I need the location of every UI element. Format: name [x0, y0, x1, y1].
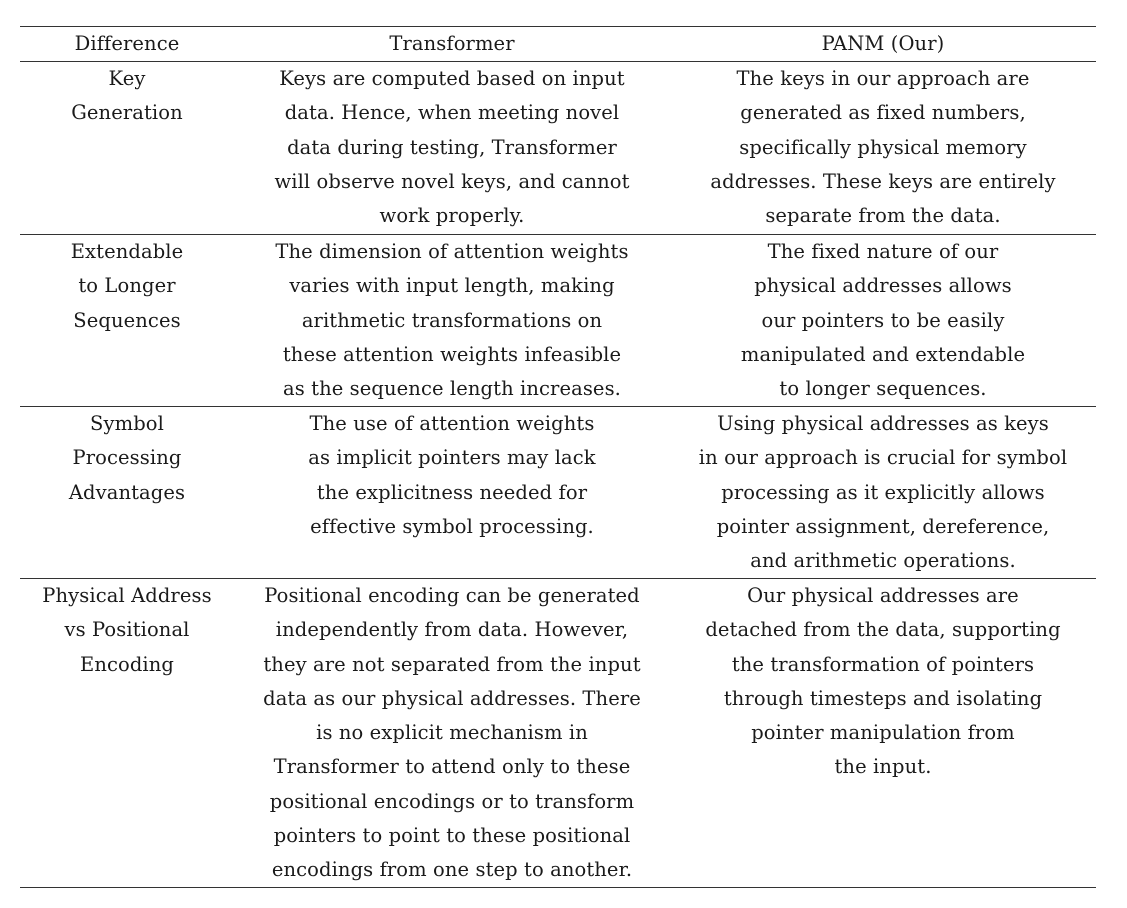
- panm-line: specifically physical memory: [739, 135, 1027, 159]
- panm-line: to longer sequences.: [779, 377, 987, 401]
- difference-line: Symbol: [90, 412, 164, 435]
- difference-line: Physical Address: [42, 584, 212, 607]
- transformer-line: Keys are computed based on input: [279, 67, 625, 90]
- panm-line: the input.: [834, 755, 932, 779]
- transformer-line: encodings from one step to another.: [271, 858, 633, 882]
- panm-line: addresses. These keys are entirely: [710, 169, 1056, 193]
- difference-line: to Longer: [78, 274, 176, 298]
- transformer-line: arithmetic transformations on: [301, 308, 603, 332]
- table-row-physical-address: [20, 578, 1096, 887]
- difference-cell: [20, 235, 234, 406]
- transformer-line: data. Hence, when meeting novel: [284, 101, 620, 125]
- panm-line: The keys in our approach are: [736, 67, 1030, 90]
- panm-cell: [670, 407, 1096, 578]
- transformer-line: effective symbol processing.: [310, 514, 594, 538]
- difference-line: Advantages: [68, 480, 186, 504]
- difference-line: Extendable: [70, 240, 184, 263]
- transformer-line: varies with input length, making: [289, 274, 615, 298]
- panm-line: pointer assignment, dereference,: [716, 514, 1050, 538]
- difference-line: Processing: [72, 446, 182, 470]
- panm-line: physical addresses allows: [754, 274, 1012, 298]
- transformer-line: Positional encoding can be generated: [264, 584, 640, 607]
- panm-cell: [670, 235, 1096, 406]
- panm-line: in our approach is crucial for symbol: [698, 446, 1068, 470]
- transformer-line: independently from data. However,: [275, 618, 629, 642]
- comparison-table: [20, 26, 1096, 888]
- header-panm: PANM (Our): [821, 32, 945, 55]
- panm-line: processing as it explicitly allows: [721, 480, 1045, 504]
- panm-line: manipulated and extendable: [740, 342, 1026, 366]
- transformer-line: pointers to point to these positional: [273, 824, 631, 848]
- difference-cell: [20, 579, 234, 887]
- transformer-line: as the sequence length increases.: [283, 377, 621, 401]
- transformer-line: The dimension of attention weights: [275, 240, 629, 263]
- panm-cell: [670, 62, 1096, 234]
- panm-line: the transformation of pointers: [731, 652, 1035, 676]
- transformer-line: will observe novel keys, and cannot: [274, 169, 630, 193]
- table-row-symbol-processing: [20, 406, 1096, 578]
- panm-line: and arithmetic operations.: [750, 549, 1016, 573]
- transformer-line: data during testing, Transformer: [287, 135, 617, 159]
- panm-cell: [670, 579, 1096, 887]
- difference-line: Sequences: [73, 308, 181, 332]
- panm-line: Using physical addresses as keys: [717, 412, 1049, 435]
- panm-line: The fixed nature of our: [767, 240, 999, 263]
- table-header-row: [20, 27, 1096, 62]
- panm-line: detached from the data, supporting: [705, 618, 1061, 642]
- table-row-key-generation: [20, 62, 1096, 234]
- transformer-line: they are not separated from the input: [263, 652, 641, 676]
- transformer-line: the explicitness needed for: [316, 480, 588, 504]
- panm-line: through timesteps and isolating: [723, 686, 1043, 710]
- transformer-cell: [234, 235, 670, 406]
- transformer-line: positional encodings or to transform: [269, 789, 635, 813]
- transformer-cell: [234, 579, 670, 887]
- panm-line: generated as fixed numbers,: [740, 101, 1026, 125]
- transformer-line: is no explicit mechanism in: [316, 721, 588, 745]
- panm-line: our pointers to be easily: [761, 308, 1005, 332]
- header-difference: Difference: [74, 32, 180, 55]
- difference-line: Generation: [71, 101, 183, 125]
- transformer-line: work properly.: [379, 204, 525, 228]
- transformer-line: Transformer to attend only to these: [273, 755, 631, 779]
- difference-cell: [20, 62, 234, 234]
- transformer-cell: [234, 62, 670, 234]
- header-transformer: Transformer: [389, 32, 515, 55]
- panm-line: Our physical addresses are: [747, 584, 1019, 607]
- transformer-cell: [234, 407, 670, 578]
- difference-cell: [20, 407, 234, 578]
- transformer-line: as implicit pointers may lack: [308, 446, 596, 470]
- difference-line: vs Positional: [64, 618, 190, 642]
- difference-line: Encoding: [79, 652, 174, 676]
- transformer-line: The use of attention weights: [309, 412, 595, 435]
- transformer-line: data as our physical addresses. There: [263, 686, 641, 710]
- panm-line: separate from the data.: [765, 204, 1001, 228]
- panm-line: pointer manipulation from: [751, 721, 1015, 745]
- difference-line: Key: [108, 67, 146, 90]
- transformer-line: these attention weights infeasible: [282, 342, 622, 366]
- table-row-extendable: [20, 234, 1096, 406]
